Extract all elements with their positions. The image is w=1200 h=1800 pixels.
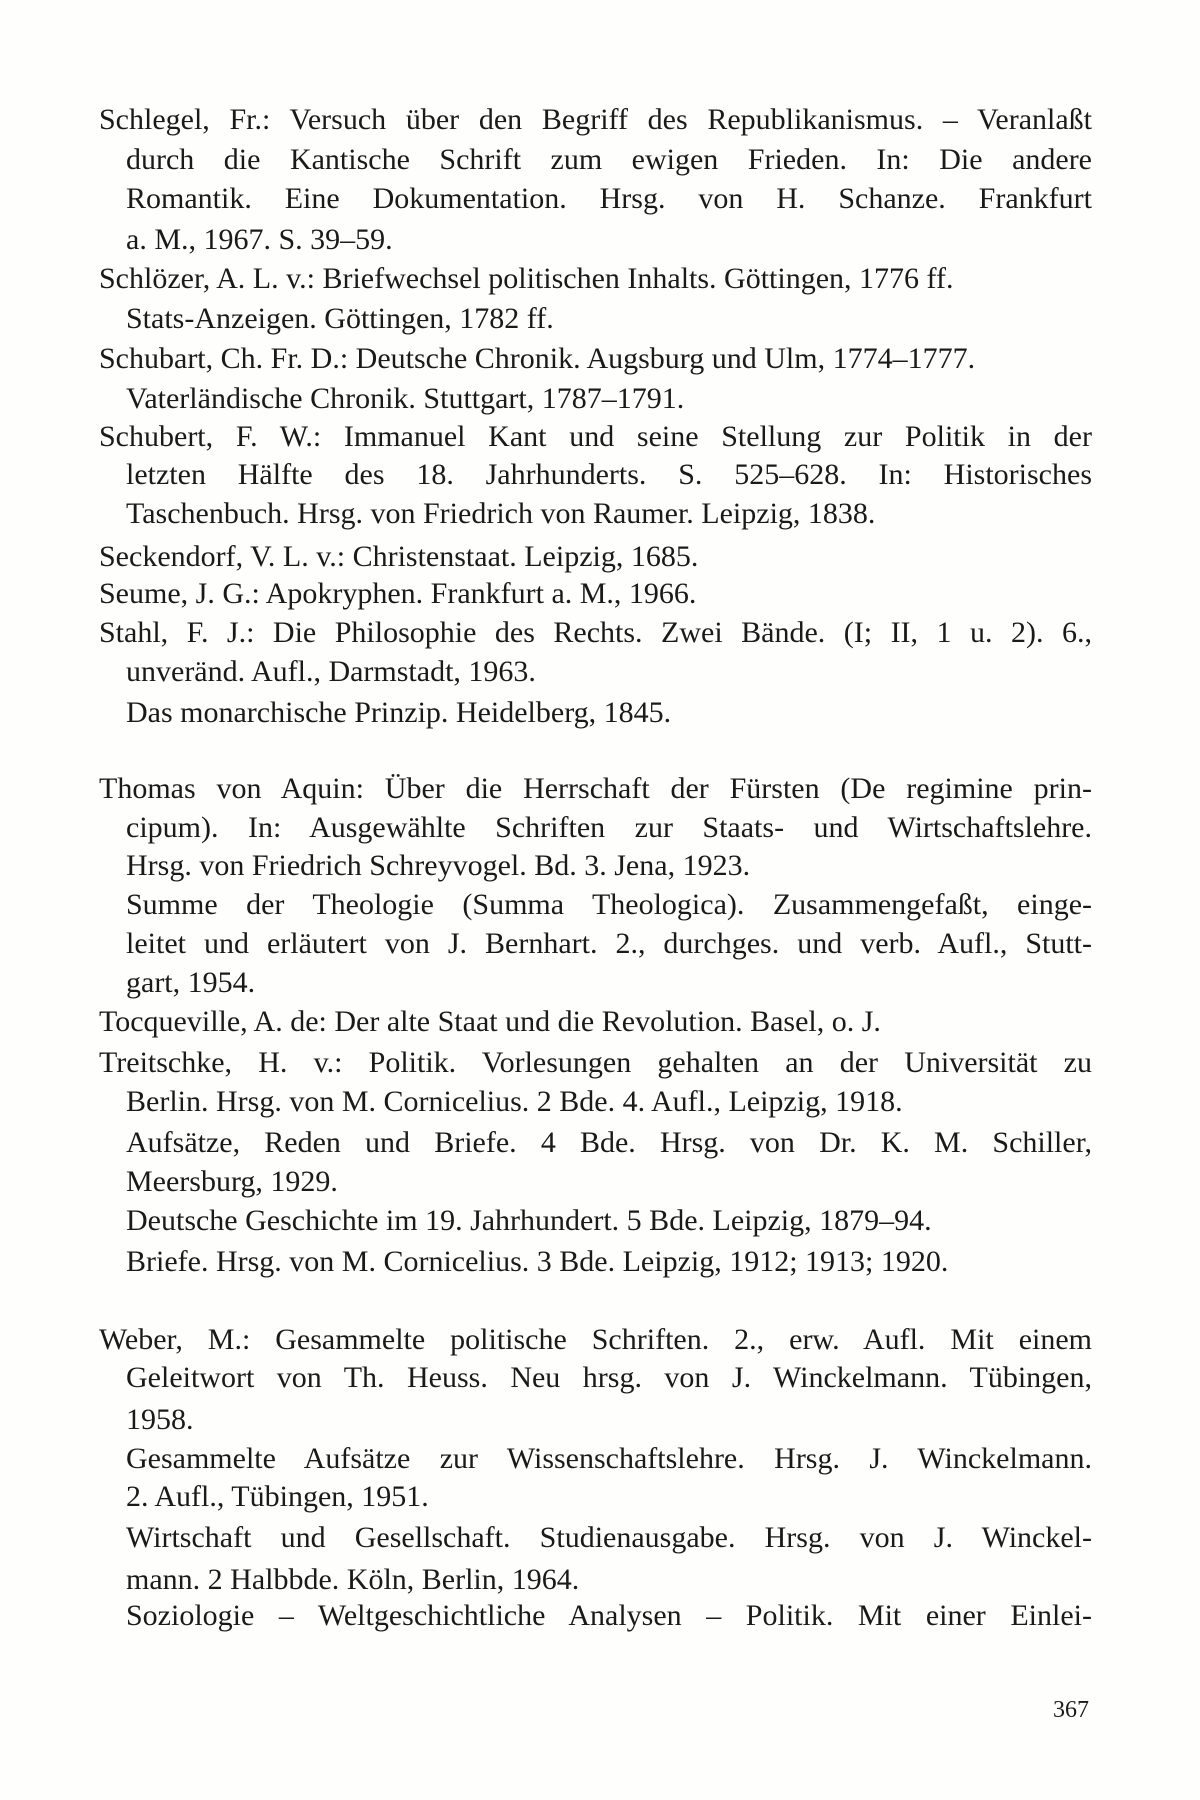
entry-line: unveränd. Aufl., Darmstadt, 1963. [126, 655, 536, 688]
page-number: 367 [1053, 1697, 1089, 1723]
entry-first-line: Stahl, F. J.: Die Philosophie des Rechts. Zwei Bände. (I; II, 1 u. 2). 6., [99, 616, 1092, 649]
entry-line: Deutsche Geschichte im 19. Jahrhundert. 5 Bde. Leipzig, 1879–94. [126, 1204, 932, 1237]
entry-line: cipum). In: Ausgewählte Schriften zur Staats- und Wirtschaftslehre. [126, 811, 1092, 844]
entry-line: Soziologie – Weltgeschichtliche Analysen – Politik. Mit einer Einlei- [126, 1599, 1092, 1632]
entry-first-line: Seume, J. G.: Apokryphen. Frankfurt a. M., 1966. [99, 577, 697, 610]
entry-first-line: Seckendorf, V. L. v.: Christenstaat. Leipzig, 1685. [99, 540, 699, 573]
entry-first-line: Schubart, Ch. Fr. D.: Deutsche Chronik. Augsburg und Ulm, 1774–1777. [99, 342, 976, 375]
entry-line: Briefe. Hrsg. von M. Cornicelius. 3 Bde. Leipzig, 1912; 1913; 1920. [126, 1245, 949, 1278]
entry-first-line: Schubert, F. W.: Immanuel Kant und seine Stellung zur Politik in der [99, 420, 1092, 453]
entry-line: Taschenbuch. Hrsg. von Friedrich von Raumer. Leipzig, 1838. [126, 497, 876, 530]
entry-line: Gesammelte Aufsätze zur Wissenschaftslehre. Hrsg. J. Winckelmann. [126, 1442, 1092, 1475]
entry-first-line: Schlözer, A. L. v.: Briefwechsel politischen Inhalts. Göttingen, 1776 ff. [99, 262, 954, 295]
entry-first-line: Treitschke, H. v.: Politik. Vorlesungen gehalten an der Universität zu [99, 1046, 1092, 1079]
entry-line: Berlin. Hrsg. von M. Cornicelius. 2 Bde. 4. Aufl., Leipzig, 1918. [126, 1085, 903, 1118]
entry-line: Stats-Anzeigen. Göttingen, 1782 ff. [126, 302, 554, 335]
entry-first-line: Schlegel, Fr.: Versuch über den Begriff des Republikanismus. – Veranlaßt [99, 103, 1092, 136]
entry-first-line: Thomas von Aquin: Über die Herrschaft der Fürsten (De regimine prin- [99, 772, 1092, 805]
entry-line: Aufsätze, Reden und Briefe. 4 Bde. Hrsg. von Dr. K. M. Schiller, [126, 1126, 1092, 1159]
entry-line: 1958. [126, 1403, 194, 1436]
entry-line: letzten Hälfte des 18. Jahrhunderts. S. 525–628. In: Historisches [126, 458, 1092, 491]
entry-line: Romantik. Eine Dokumentation. Hrsg. von H. Schanze. Frankfurt [126, 182, 1092, 215]
entry-line: Summe der Theologie (Summa Theologica). Zusammengefaßt, einge- [126, 888, 1092, 921]
entry-line: mann. 2 Halbbde. Köln, Berlin, 1964. [126, 1563, 580, 1596]
entry-line: Meersburg, 1929. [126, 1165, 338, 1198]
entry-line: a. M., 1967. S. 39–59. [126, 223, 393, 256]
entry-line: gart, 1954. [126, 966, 256, 999]
entry-line: durch die Kantische Schrift zum ewigen Frieden. In: Die andere [126, 143, 1092, 176]
entry-line: Das monarchische Prinzip. Heidelberg, 1845. [126, 696, 672, 729]
entry-line: Geleitwort von Th. Heuss. Neu hrsg. von J. Winckelmann. Tübingen, [126, 1361, 1092, 1394]
entry-line: Hrsg. von Friedrich Schreyvogel. Bd. 3. Jena, 1923. [126, 849, 751, 882]
entry-line: Wirtschaft und Gesellschaft. Studienausgabe. Hrsg. von J. Winckel- [126, 1521, 1092, 1554]
entry-line: leitet und erläutert von J. Bernhart. 2., durchges. und verb. Aufl., Stutt- [126, 927, 1092, 960]
entry-first-line: Tocqueville, A. de: Der alte Staat und die Revolution. Basel, o. J. [99, 1005, 881, 1038]
entry-first-line: Weber, M.: Gesammelte politische Schriften. 2., erw. Aufl. Mit einem [99, 1323, 1092, 1356]
entry-line: 2. Aufl., Tübingen, 1951. [126, 1480, 429, 1513]
entry-line: Vaterländische Chronik. Stuttgart, 1787–1791. [126, 382, 685, 415]
